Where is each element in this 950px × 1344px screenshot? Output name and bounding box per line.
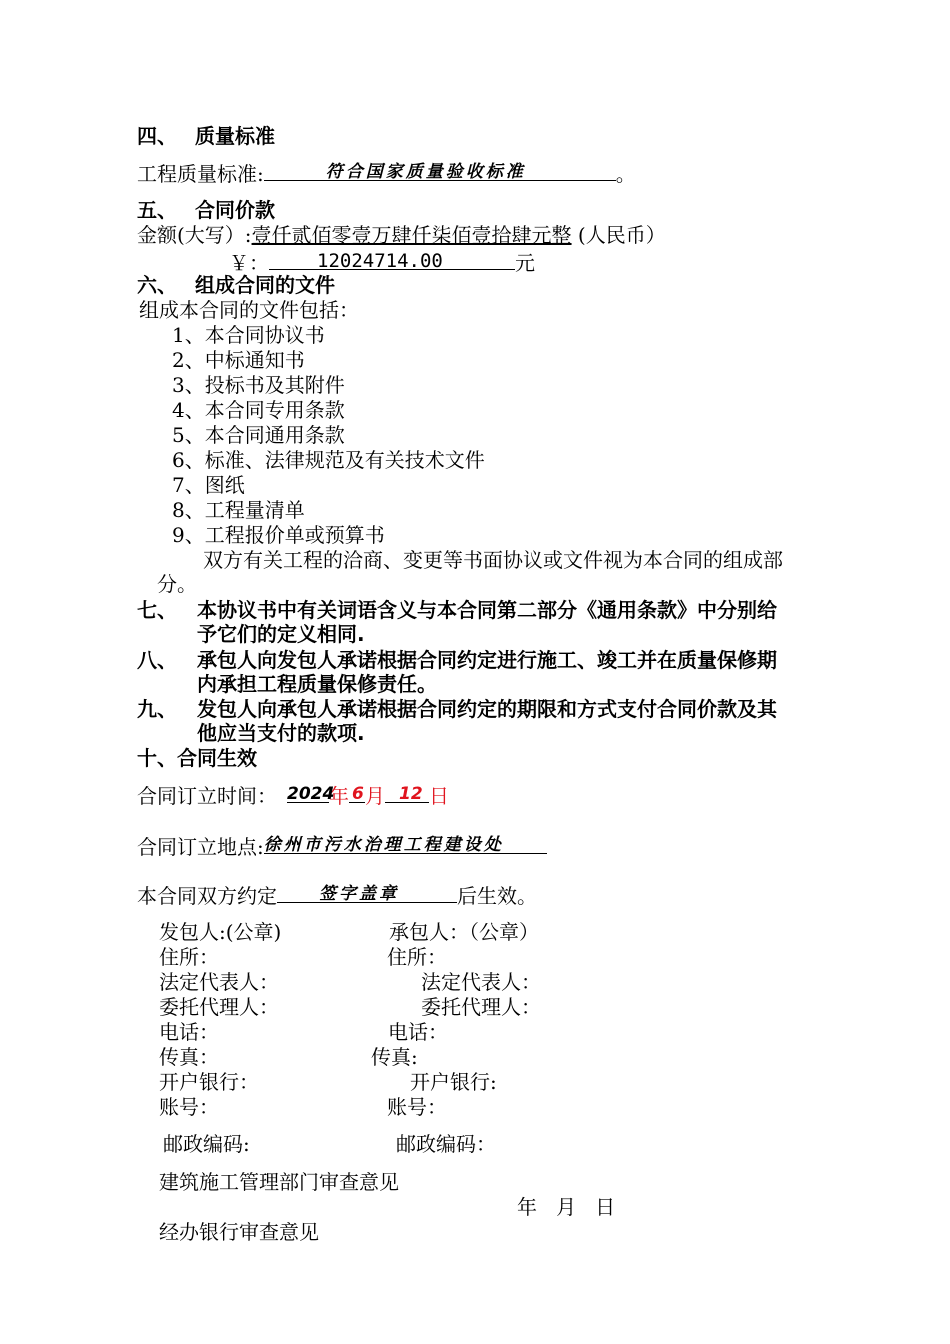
document-item: 2、中标通知书 bbox=[172, 348, 305, 372]
amount-number-field bbox=[269, 249, 515, 270]
employer-label: 发包人:(公章) bbox=[159, 920, 282, 944]
agreement-field bbox=[277, 882, 457, 903]
contract-amount-number bbox=[229, 249, 535, 275]
contractor-fax: 传真: bbox=[371, 1045, 418, 1069]
signing-place-label: 合同订立地点: bbox=[137, 835, 264, 859]
section-title: 组成合同的文件 bbox=[195, 273, 335, 297]
signing-place-line bbox=[137, 833, 547, 859]
year-char: 年 bbox=[329, 784, 349, 808]
section-8-number: 八、 bbox=[137, 648, 177, 672]
document-item: 7、图纸 bbox=[172, 473, 245, 497]
section-7-number: 七、 bbox=[137, 598, 177, 622]
agreement-value: 签字盖章 bbox=[319, 884, 399, 904]
documents-intro: 组成本合同的文件包括： bbox=[139, 298, 359, 322]
review-date: 年 月 日 bbox=[517, 1195, 616, 1219]
amount-label: 金额(大写）: bbox=[137, 223, 252, 247]
day-value: 12 bbox=[399, 784, 423, 804]
section-number: 四、 bbox=[137, 124, 177, 148]
section-4-heading bbox=[137, 124, 275, 148]
bank-review: 经办银行审查意见 bbox=[159, 1220, 319, 1244]
documents-note-continued: 分。 bbox=[157, 572, 197, 596]
day-field bbox=[385, 782, 429, 803]
year-value: 2024 bbox=[287, 784, 335, 804]
month-value: 6 bbox=[352, 784, 364, 804]
agreement-label: 本合同双方约定 bbox=[137, 884, 277, 908]
section-number: 六、 bbox=[137, 273, 177, 297]
contractor-legal-rep: 法定代表人： bbox=[421, 970, 541, 994]
signing-date-label: 合同订立时间： bbox=[137, 784, 277, 808]
employer-bank: 开户银行： bbox=[159, 1070, 259, 1094]
document-item: 1、本合同协议书 bbox=[172, 323, 325, 347]
amount-number-value: 12024714.00 bbox=[317, 250, 443, 272]
period: 。 bbox=[615, 162, 636, 186]
section-9-text-continued: 他应当支付的款项. bbox=[197, 721, 365, 745]
quality-standard-line bbox=[137, 160, 636, 186]
signing-place-value: 徐州市污水治理工程建设处 bbox=[263, 835, 504, 855]
document-item: 5、本合同通用条款 bbox=[172, 423, 345, 447]
section-number: 五、 bbox=[137, 198, 177, 222]
employer-phone: 电话： bbox=[159, 1020, 219, 1044]
employer-postcode: 邮政编码: bbox=[163, 1132, 250, 1156]
contractor-phone: 电话： bbox=[388, 1020, 448, 1044]
construction-dept-review: 建筑施工管理部门审查意见 bbox=[159, 1170, 399, 1194]
signing-place-field bbox=[264, 833, 547, 854]
signing-date-line bbox=[137, 782, 449, 808]
employer-address: 住所： bbox=[159, 945, 219, 969]
document-item: 9、工程报价单或预算书 bbox=[172, 523, 385, 547]
quality-standard-field bbox=[264, 160, 616, 181]
section-title: 质量标准 bbox=[195, 124, 275, 148]
month-field bbox=[349, 782, 365, 803]
contract-amount-upper bbox=[137, 223, 666, 247]
section-8-text-continued: 内承担工程质量保修责任。 bbox=[197, 672, 437, 696]
section-7-text: 本协议书中有关词语含义与本合同第二部分《通用条款》中分别给 bbox=[197, 598, 777, 622]
section-10-heading: 十、合同生效 bbox=[137, 746, 257, 770]
section-8-text: 承包人向发包人承诺根据合同约定进行施工、竣工并在质量保修期 bbox=[197, 648, 777, 672]
year-field bbox=[287, 782, 335, 804]
contractor-bank: 开户银行: bbox=[410, 1070, 497, 1094]
contractor-label: 承包人：（公章） bbox=[389, 920, 539, 944]
month-char: 月 bbox=[365, 784, 385, 808]
section-6-heading bbox=[137, 273, 335, 297]
contractor-agent: 委托代理人： bbox=[421, 995, 541, 1019]
currency: (人民币） bbox=[577, 223, 666, 247]
document-item: 6、标准、法律规范及有关技术文件 bbox=[172, 448, 485, 472]
document-item: 4、本合同专用条款 bbox=[172, 398, 345, 422]
employer-fax: 传真： bbox=[159, 1045, 219, 1069]
agreement-end: 后生效。 bbox=[457, 884, 537, 908]
quality-standard-label: 工程质量标准: bbox=[137, 162, 264, 186]
section-9-number: 九、 bbox=[137, 697, 177, 721]
effective-condition-line bbox=[137, 882, 537, 908]
document-item: 8、工程量清单 bbox=[172, 498, 305, 522]
employer-agent: 委托代理人： bbox=[159, 995, 279, 1019]
employer-legal-rep: 法定代表人： bbox=[159, 970, 279, 994]
document-item: 3、投标书及其附件 bbox=[172, 373, 345, 397]
section-5-heading bbox=[137, 198, 275, 222]
yen-label: ￥： bbox=[229, 251, 269, 275]
section-title: 合同价款 bbox=[195, 198, 275, 222]
unit: 元 bbox=[515, 251, 535, 275]
employer-account: 账号： bbox=[159, 1095, 219, 1119]
contractor-address: 住所： bbox=[387, 945, 447, 969]
contractor-account: 账号： bbox=[387, 1095, 447, 1119]
contractor-postcode: 邮政编码： bbox=[396, 1132, 496, 1156]
section-9-text: 发包人向承包人承诺根据合同约定的期限和方式支付合同价款及其 bbox=[197, 697, 777, 721]
day-char: 日 bbox=[429, 784, 449, 808]
section-7-text-continued: 予它们的定义相同. bbox=[197, 622, 365, 646]
amount-upper-value: 壹仟贰佰零壹万肆仟柒佰壹拾肆元整 bbox=[251, 223, 572, 247]
quality-standard-value: 符合国家质量验收标准 bbox=[325, 162, 526, 182]
documents-note: 双方有关工程的洽商、变更等书面协议或文件视为本合同的组成部 bbox=[203, 548, 783, 572]
